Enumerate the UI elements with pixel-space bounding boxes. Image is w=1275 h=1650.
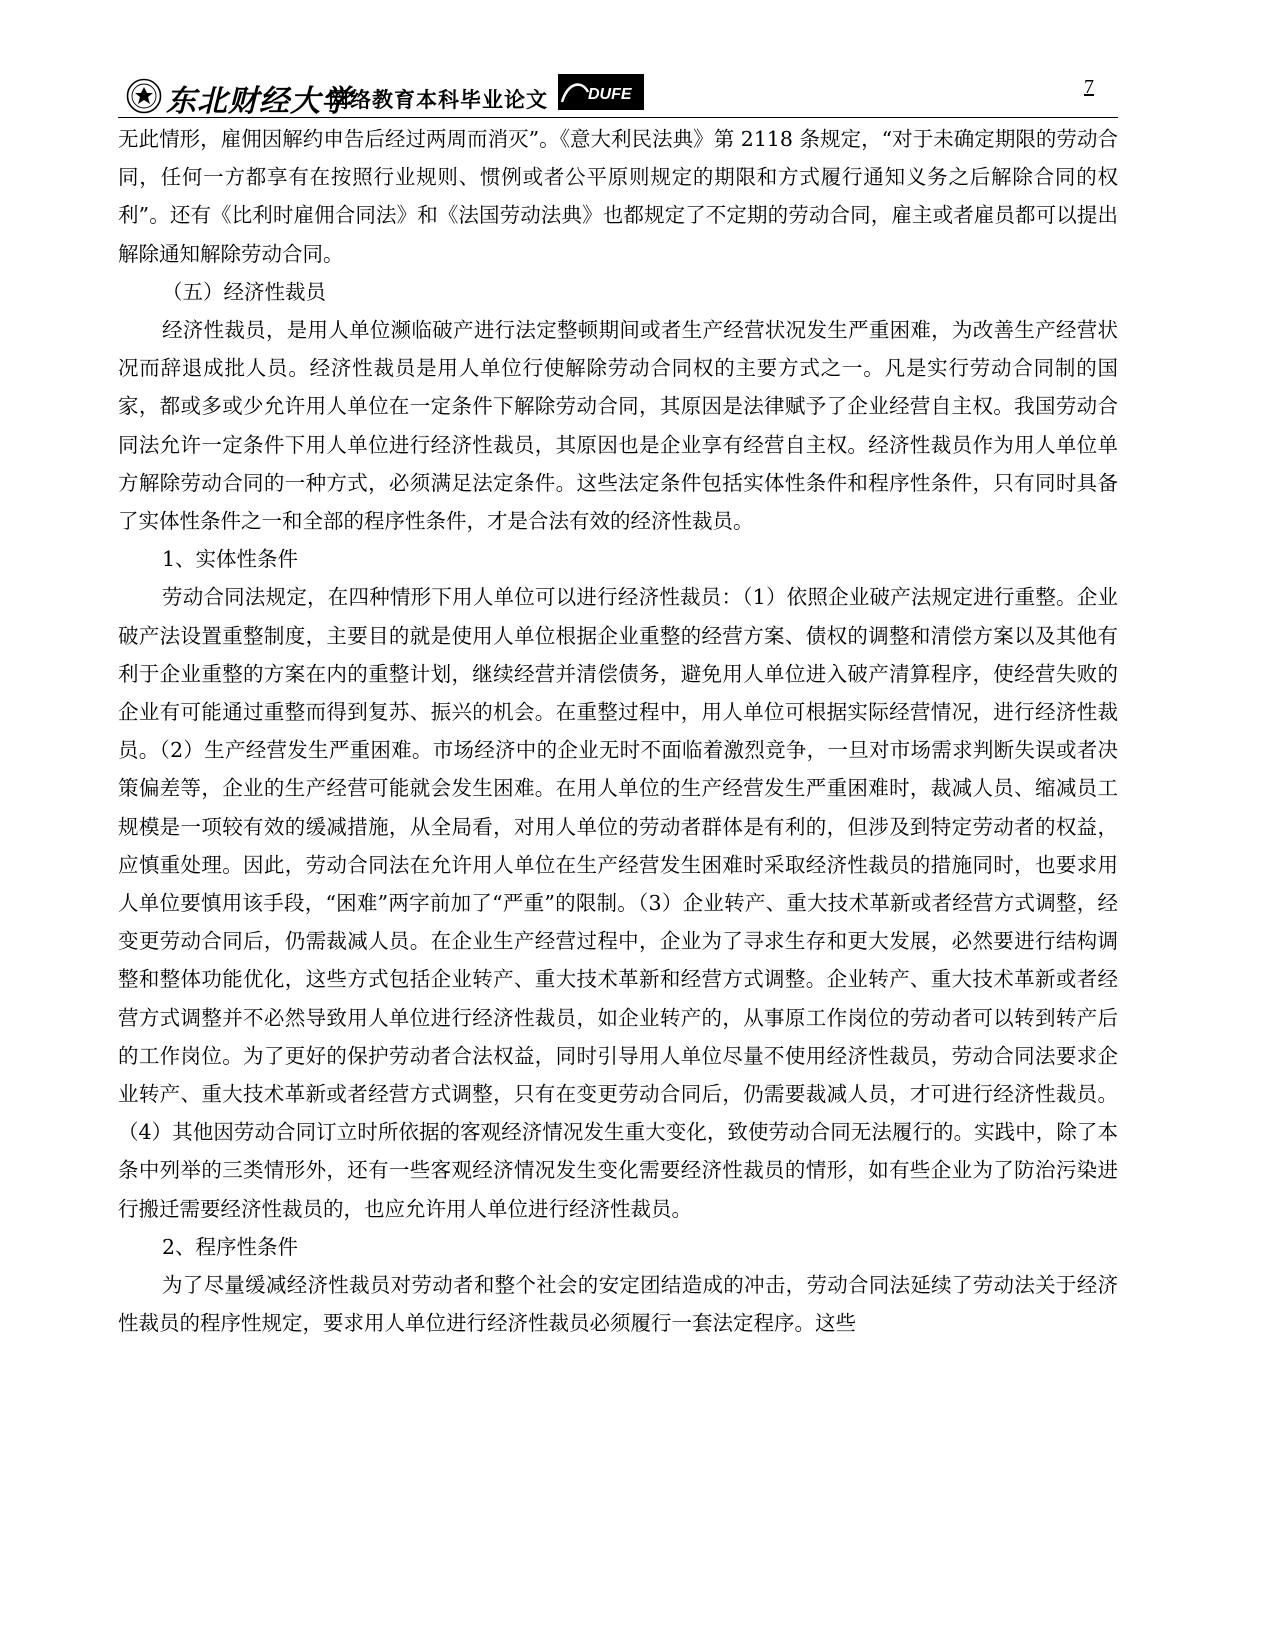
section-heading: （五）经济性裁员	[162, 279, 326, 304]
paragraph: 劳动合同法规定，在四种情形下用人单位可以进行经济性裁员：（1）依照企业破产法规定进行重整。企业破产法设置重整制度，主要目的就是使用人单位根据企业重整的经营方案、债权的调整和清偿方案以及其他有利于企业重整的方案在内的重整计划，继续经营并清偿债务，避免用人单位进入破产清算程序，使经营失败的企业有可能通过重整而得到复苏、振兴的机会。在重整过程中，用人单位可根据实际经营情况，进行经济性裁员。（2）生产经营发生严重困难。市场经济中的企业无时不面临着激烈竞争，一旦对市场需求判断失误或者决策偏差等，企业的生产经营可能就会发生困难。在用人单位的生产经营发生严重困难时，裁减人员、缩减员工规模是一项较有效的缓减措施，从全局看，对用人单位的劳动者群体是有利的，但涉及到特定劳动者的权益，应慎重处理。因此，劳动合同法在允许用人单位在生产经营发生困难时采取经济性裁员的措施同时，也要求用人单位要慎用该手段，“困难”两字前加了“严重”的限制。（3）企业转产、重大技术革新或者经营方式调整，经变更劳动合同后，仍需裁减人员。在企业生产经营过程中，企业为了寻求生存和更大发展，必然要进行结构调整和整体功能优化，这些方式包括企业转产、重大技术革新和经营方式调整。企业转产、重大技术革新或者经营方式调整并不必然导致用人单位进行经济性裁员，如企业转产的，从事原工作岗位的劳动者可以转到转产后的工作岗位。为了更好的保护劳动者合法权益，同时引导用人单位尽量不使用经济性裁员，劳动合同法要求企业转产、重大技术革新或者经营方式调整，只有在变更劳动合同后，仍需要裁减人员，才可进行经济性裁员。（4）其他因劳动合同订立时所依据的客观经济情况发生重大变化，致使劳动合同无法履行的。实践中，除了本条中列举的三类情形外，还有一些客观经济情况发生变化需要经济性裁员的情形，如有些企业为了防治污染进行搬迁需要经济性裁员的，也应允许用人单位进行经济性裁员。	[118, 585, 1118, 1221]
paragraph: 为了尽量缓减经济性裁员对劳动者和整个社会的安定团结造成的冲击，劳动合同法延续了劳动法关于经济性裁员的程序性规定，要求用人单位进行经济性裁员必须履行一套法定程序。这些	[118, 1273, 1118, 1336]
university-name: 东北财经大学	[166, 84, 352, 119]
subsection-heading: 2、程序性条件	[162, 1234, 299, 1259]
page-number: 7	[1084, 76, 1094, 98]
thesis-type-label: 网络教育本科毕业论文	[328, 88, 548, 112]
paragraph-continuation: 无此情形，雇佣因解约申告后经过两周而消灭”。《意大利民法典》第 2118 条规定，“对于未确定期限的劳动合同，任何一方都享有在按照行业规则、惯例或者公平原则规定的期限和方式履行通知义务之后解除合同的权利”。还有《比利时雇佣合同法》和《法国劳动法典》也都规定了不定期的劳动合同，雇主或者雇员都可以提出解除通知解除劳动合同。	[118, 127, 1118, 266]
university-seal-icon	[126, 78, 162, 114]
page-header	[118, 74, 1118, 120]
paragraph: 经济性裁员，是用人单位濒临破产进行法定整顿期间或者生产经营状况发生严重困难，为改善生产经营状况而辞退成批人员。经济性裁员是用人单位行使解除劳动合同权的主要方式之一。凡是实行劳动合同制的国家，都或多或少允许用人单位在一定条件下解除劳动合同，其原因是法律赋予了企业经营自主权。我国劳动合同法允许一定条件下用人单位进行经济性裁员，其原因也是企业享有经营自主权。经济性裁员作为用人单位单方解除劳动合同的一种方式，必须满足法定条件。这些法定条件包括实体性条件和程序性条件，只有同时具备了实体性条件之一和全部的程序性条件，才是合法有效的经济性裁员。	[118, 318, 1118, 534]
dufe-logo-icon	[558, 74, 644, 110]
body-text	[118, 120, 1118, 1343]
dufe-logo-text: DUFE	[588, 86, 632, 103]
subsection-heading: 1、实体性条件	[162, 547, 299, 572]
header-divider	[118, 117, 1118, 118]
